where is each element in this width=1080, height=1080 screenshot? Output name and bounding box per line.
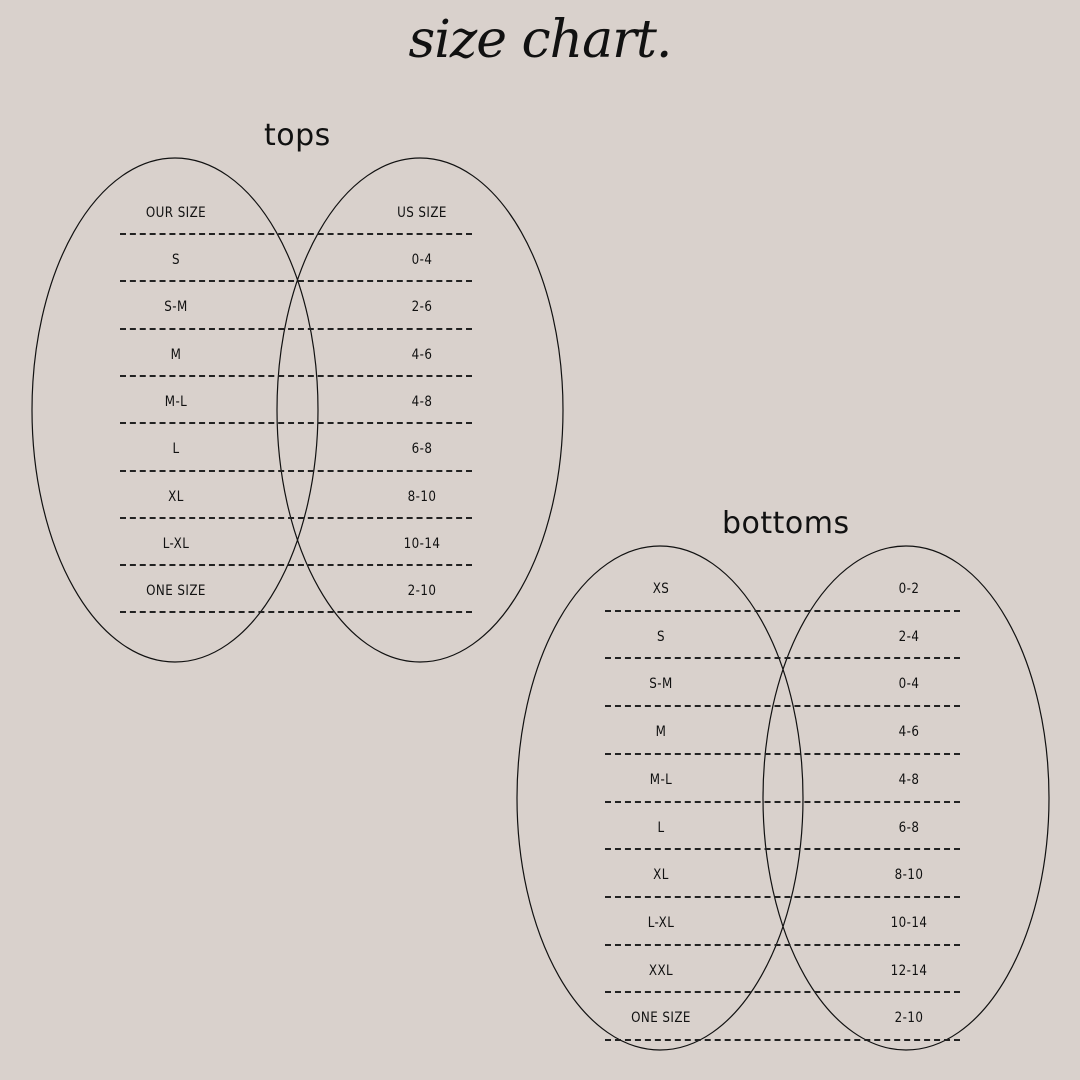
table-row	[120, 237, 472, 283]
table-row	[605, 995, 960, 1041]
row-divider	[120, 375, 472, 377]
table-row	[120, 379, 472, 425]
row-divider	[605, 896, 960, 898]
our-size-cell: M-L	[164, 393, 188, 410]
us-size-cell: 0-4	[898, 676, 920, 693]
us-size-cell: 2-6	[411, 299, 433, 316]
us-size-cell: 4-6	[411, 346, 433, 363]
table-row	[605, 757, 960, 803]
our-size-cell: L	[172, 441, 180, 458]
row-divider	[605, 801, 960, 803]
table-row	[605, 948, 960, 994]
us-size-cell: 4-6	[898, 724, 920, 741]
our-size-cell: S	[172, 252, 180, 268]
us-size-cell: 10-14	[403, 535, 441, 552]
us-size-cell: 0-4	[411, 252, 433, 268]
bottoms-heading: bottoms	[722, 506, 850, 541]
our-size-cell: XL	[168, 488, 184, 505]
our-size-cell: L-XL	[162, 535, 190, 552]
tops-header-row	[120, 190, 472, 236]
tops-heading: tops	[264, 118, 331, 153]
page-title: size chart.	[408, 10, 672, 70]
our-size-cell: L	[657, 819, 665, 836]
row-divider	[605, 610, 960, 612]
row-divider	[120, 517, 472, 519]
us-size-cell: 0-2	[898, 581, 920, 597]
row-divider	[120, 470, 472, 472]
table-row	[120, 426, 472, 472]
table-row	[605, 661, 960, 707]
row-divider	[120, 611, 472, 613]
row-divider	[120, 280, 472, 282]
our-size-cell: L-XL	[647, 914, 675, 931]
our-size-cell: S	[657, 628, 665, 645]
us-size-cell: 2-4	[898, 628, 920, 645]
row-divider	[605, 753, 960, 755]
us-size-cell: 6-8	[411, 441, 433, 458]
our-size-cell: XS	[652, 581, 670, 597]
tops-size-table	[120, 190, 472, 620]
us-size-cell: 4-8	[411, 393, 433, 410]
row-divider	[605, 1039, 960, 1041]
table-row	[605, 852, 960, 898]
tops-our-size-header: OUR SIZE	[145, 205, 207, 221]
us-size-cell: 8-10	[894, 867, 924, 884]
us-size-cell: 2-10	[407, 583, 437, 600]
our-size-cell: ONE SIZE	[146, 583, 206, 600]
us-size-cell: 12-14	[890, 962, 928, 979]
our-size-cell: M-L	[649, 771, 673, 788]
table-row	[605, 614, 960, 660]
us-size-cell: 6-8	[898, 819, 920, 836]
row-divider	[605, 991, 960, 993]
us-size-cell: 8-10	[407, 488, 437, 505]
our-size-cell: M	[655, 724, 667, 741]
bottoms-size-table	[605, 566, 960, 1036]
table-row	[120, 332, 472, 378]
us-size-cell: 4-8	[898, 771, 920, 788]
table-row	[605, 805, 960, 851]
row-divider	[120, 328, 472, 330]
table-row	[605, 566, 960, 612]
row-divider	[605, 944, 960, 946]
table-row	[120, 284, 472, 330]
our-size-cell: ONE SIZE	[631, 1010, 691, 1027]
row-divider	[605, 848, 960, 850]
row-divider	[120, 422, 472, 424]
table-row	[120, 568, 472, 614]
tops-divider	[120, 233, 472, 235]
table-row	[605, 709, 960, 755]
our-size-cell: XXL	[648, 962, 674, 979]
table-row	[605, 900, 960, 946]
our-size-cell: S-M	[164, 299, 188, 316]
tops-us-size-header: US SIZE	[397, 205, 447, 221]
us-size-cell: 10-14	[890, 914, 928, 931]
our-size-cell: M	[170, 346, 182, 363]
table-row	[120, 474, 472, 520]
row-divider	[120, 564, 472, 566]
row-divider	[605, 705, 960, 707]
row-divider	[605, 657, 960, 659]
our-size-cell: XL	[653, 867, 669, 884]
us-size-cell: 2-10	[894, 1010, 924, 1027]
table-row	[120, 521, 472, 567]
our-size-cell: S-M	[649, 676, 673, 693]
